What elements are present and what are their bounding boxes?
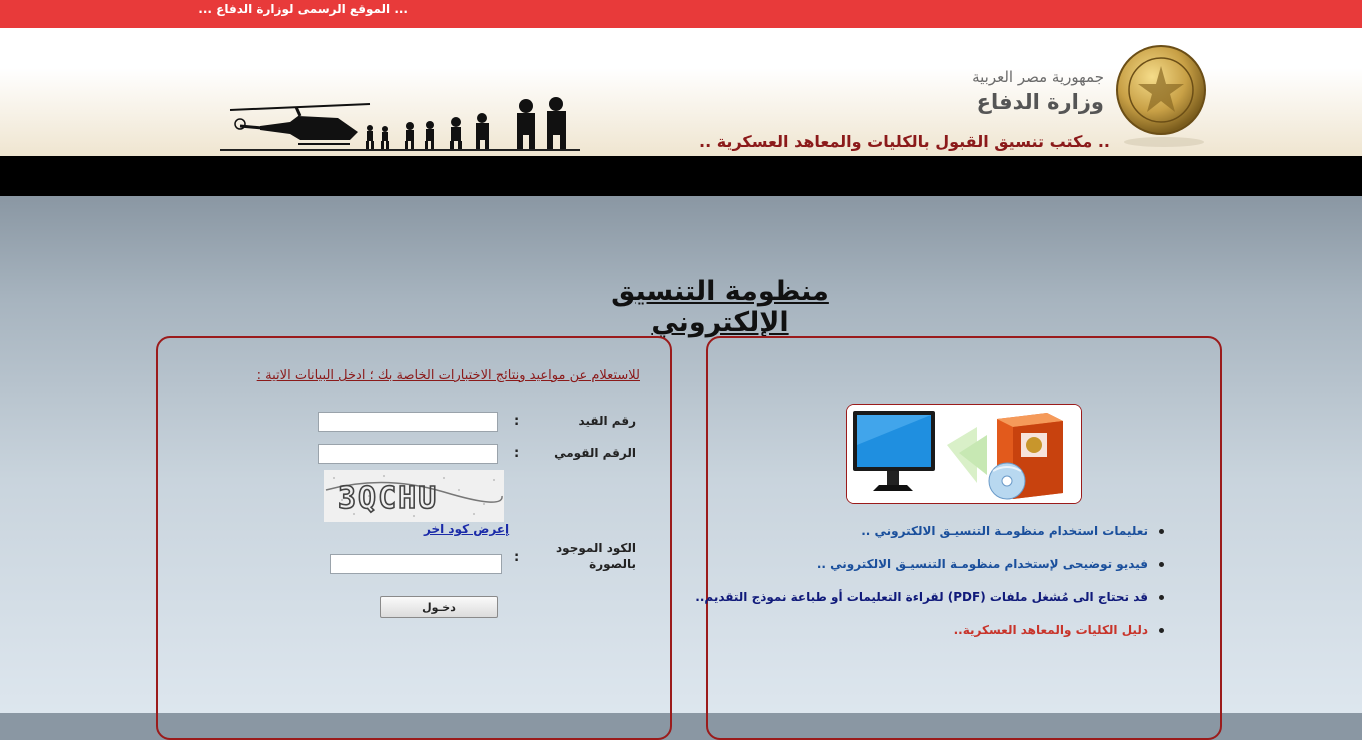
refresh-captcha-link[interactable]: إعرض كود اخر [424,522,510,536]
info-panel [695,336,1222,740]
site-tagline: ... الموقع الرسمى لوزارة الدفاع ... [198,2,408,16]
captcha-input[interactable] [330,554,502,574]
office-name: .. مكتب تنسيق القبول بالكليات والمعاهد العسكرية .. [699,132,1110,151]
info-links [695,524,1164,656]
registration-label: رقم القيد [578,414,636,428]
captcha-label-line1: الكود الموجود [556,541,636,555]
country-name: جمهورية مصر العربية [972,68,1104,86]
captcha-colon: : [514,550,520,565]
captcha-image [324,470,504,522]
bullet-icon [1159,595,1164,600]
national-id-label: الرقم القومي [554,446,636,460]
captcha-text: 3QCHU [338,481,439,516]
top-bar [0,0,1362,28]
site-header [0,28,1362,156]
bullet-icon [1159,628,1164,633]
login-button[interactable]: دخـول [380,596,498,618]
ministry-name: وزارة الدفاع [976,90,1104,114]
ministry-seal-icon [1114,42,1208,150]
military-silhouette-icon [220,88,580,152]
national-id-input[interactable] [318,444,498,464]
colleges-guide-link[interactable]: دليل الكليات والمعاهد العسكرية.. [695,623,1164,637]
registration-input[interactable] [318,412,498,432]
captcha-label [556,540,636,572]
nav-bar [0,156,1362,196]
cd-icon [989,463,1025,499]
software-banner [846,404,1082,504]
login-instructions: للاستعلام عن مواعيد ونتائج الاختبارات الخاصة بك ؛ ادخل البيانات الاتية : [256,368,640,383]
video-link[interactable]: فيديو توضيحى لإستخدام منظومـة التنسيـق الالكتروني .. [695,557,1164,571]
bullet-icon [1159,562,1164,567]
captcha-label-line2: بالصورة [589,557,636,571]
instructions-link[interactable]: تعليمات استخدام منظومـة التنسيـق الالكتروني .. [695,524,1164,538]
login-panel [156,336,672,740]
pdf-reader-link[interactable]: قد تحتاج الى مُشغل ملفات (PDF) لقراءة التعليمات أو طباعة نموذج التقديم.. [695,590,1164,604]
national-id-colon: : [514,446,520,461]
registration-colon: : [514,414,520,429]
bullet-icon [1159,529,1164,534]
page-title: منظومة التنسيق الإلكتروني [611,276,829,338]
